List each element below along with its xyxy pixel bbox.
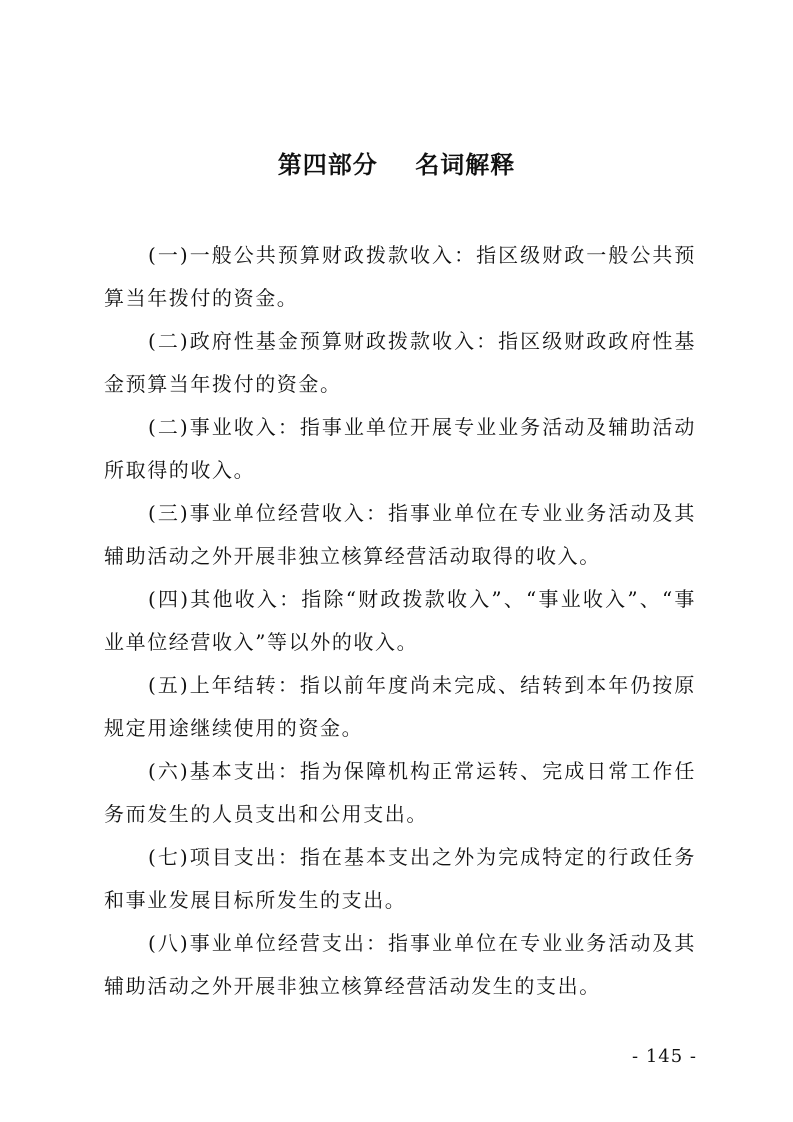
page-number: - 145 - (632, 1046, 697, 1067)
definitions-list (104, 234, 696, 1008)
definition-paragraph-9: (八)事业单位经营支出：指事业单位在专业业务活动及其辅助活动之外开展非独立核算经营活动发生的支出。 (104, 931, 696, 998)
definition-paragraph-6: (五)上年结转：指以前年度尚未完成、结转到本年仍按原规定用途继续使用的资金。 (104, 673, 696, 740)
definition-paragraph-2: (二)政府性基金预算财政拨款收入：指区级财政政府性基金预算当年拨付的资金。 (104, 329, 696, 396)
definition-paragraph-1: (一)一般公共预算财政拨款收入：指区级财政一般公共预算当年拨付的资金。 (104, 243, 696, 310)
definition-paragraph-4: (三)事业单位经营收入：指事业单位在专业业务活动及其辅助活动之外开展非独立核算经营活动取得的收入。 (104, 501, 696, 568)
definition-paragraph-3: (二)事业收入：指事业单位开展专业业务活动及辅助活动所取得的收入。 (104, 415, 696, 482)
definition-paragraph-8: (七)项目支出：指在基本支出之外为完成特定的行政任务和事业发展目标所发生的支出。 (104, 845, 696, 912)
page-title: 第四部分 名词解释 (277, 151, 516, 179)
definition-paragraph-7: (六)基本支出：指为保障机构正常运转、完成日常工作任务而发生的人员支出和公用支出。 (104, 759, 696, 826)
definition-paragraph-5: (四)其他收入：指除“财政拨款收入”、“事业收入”、“事业单位经营收入”等以外的收入。 (104, 587, 696, 654)
